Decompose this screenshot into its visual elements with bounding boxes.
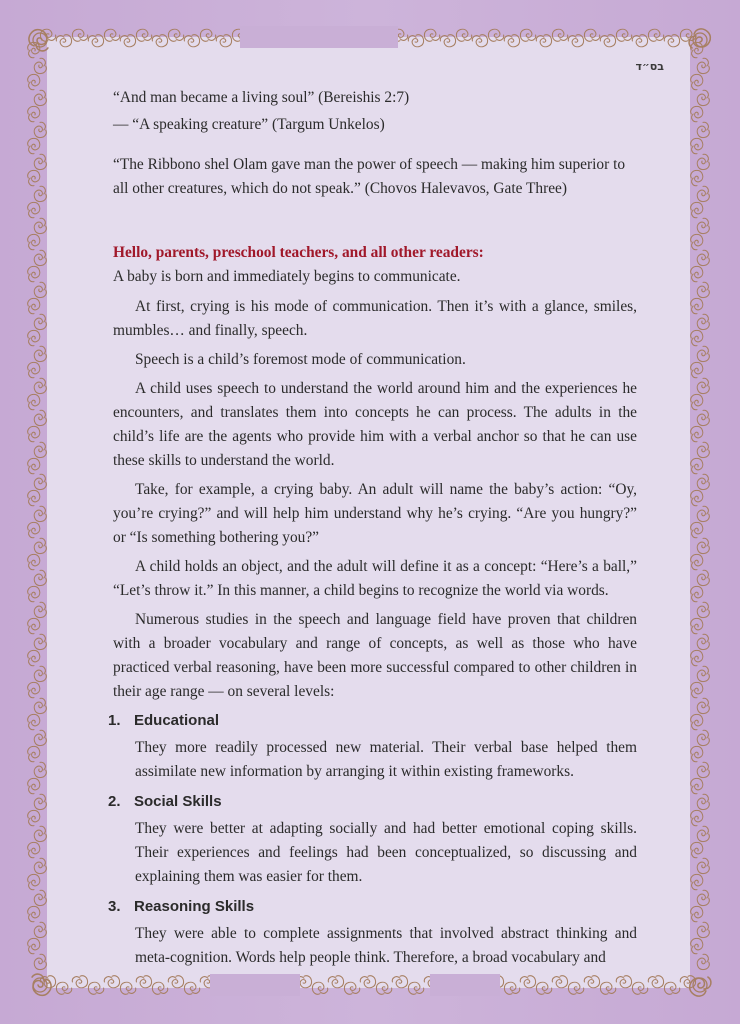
- paragraph: Numerous studies in the speech and language field have proven that children with a broader vocabulary and range of concepts, as well as those who have practiced verbal reasoning, have been more successful compared to other children in their age range — on several levels:: [113, 611, 637, 700]
- paragraph: At first, crying is his mode of communication. Then it’s with a glance, smiles, mumbles… and finally, speech.: [113, 298, 637, 339]
- paragraph: Speech is a child’s foremost mode of communication.: [135, 351, 466, 368]
- paragraph: Take, for example, a crying baby. An adult will name the baby’s action: “Oy, you’re crying?” and will help him understand why he’s crying. “Are you hungry?” or “Is something bothering you?”: [113, 481, 637, 546]
- list-item: [108, 709, 637, 784]
- paragraph: A child uses speech to understand the world around him and the experiences he encounters, and translates them into concepts he can process. The adults in the child’s life are the agents who provide him with a verbal anchor so that he can use these skills to understand the world.: [113, 380, 637, 469]
- section-heading: Hello, parents, preschool teachers, and all other readers:: [113, 244, 484, 261]
- list-item: [108, 790, 637, 889]
- list-item-title: 1. Educational: [108, 712, 220, 729]
- list-item-body: They were able to complete assignments that involved abstract thinking and meta-cognition. Words help people think. Therefore, a broad vocabulary and: [135, 925, 637, 966]
- epigraph-1: [113, 86, 637, 137]
- epigraph-line: — “A speaking creature” (Targum Unkelos): [113, 116, 385, 133]
- page-header-mark: בס״ד: [635, 60, 664, 73]
- epigraph-line: “And man became a living soul” (Bereishis 2:7): [113, 89, 410, 106]
- benefit-list: [108, 709, 637, 970]
- paragraph: A baby is born and immediately begins to communicate.: [113, 268, 461, 285]
- list-item-body: They were better at adapting socially and had better emotional coping skills. Their experiences and feelings had been conceptualized, so discussing and explaining them was easier for them.: [135, 820, 637, 885]
- list-item: [108, 895, 637, 970]
- document-body: [108, 86, 637, 970]
- list-item-body: They more readily processed new material. Their verbal base helped them assimilate new information by arranging it within existing frameworks.: [135, 739, 637, 780]
- list-item-title: 3. Reasoning Skills: [108, 898, 255, 915]
- list-item-title: 2. Social Skills: [108, 793, 222, 810]
- paragraph: A child holds an object, and the adult will define it as a concept: “Here’s a ball,” “Let’s throw it.” In this manner, a child begins to recognize the world via words.: [113, 558, 637, 599]
- epigraph-2: “The Ribbono shel Olam gave man the power of speech — making him superior to all other creatures, which do not speak.” (Chovos Halevavos, Gate Three): [113, 156, 626, 197]
